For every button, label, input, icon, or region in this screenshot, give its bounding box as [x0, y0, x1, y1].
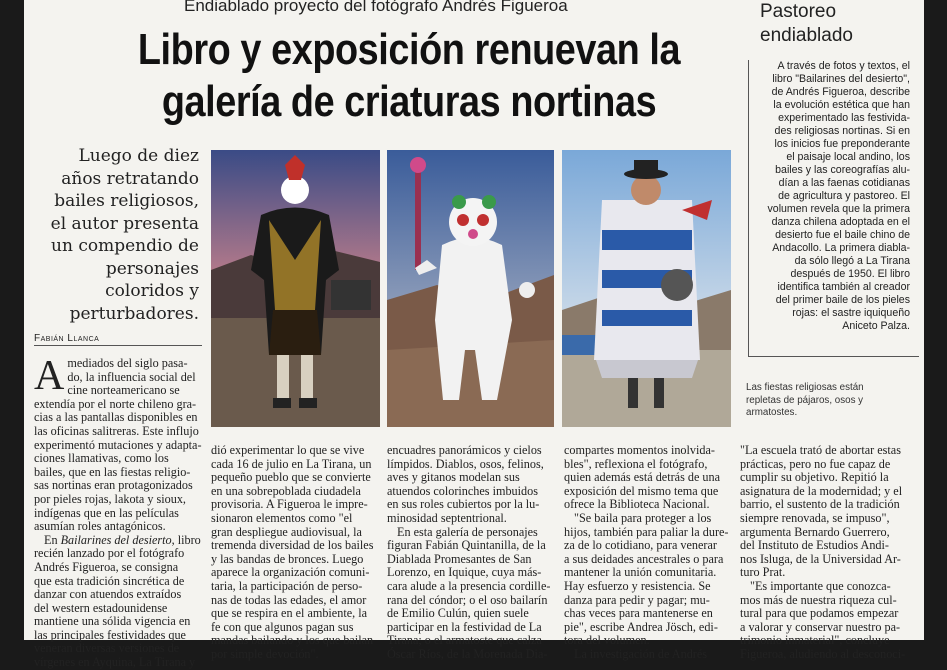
byline	[34, 333, 202, 346]
column-5-paragraph-1: "La escuela trató de abortar estas prácticas, pero no fue capaz de cumplir su objetivo. Repitió la asignatura de la modernidad; y el barrio, el sustento de la tradición siempre renovada, se impuso", argumenta Bernardo Guerrero, del Instituto de Estudios Andi- nos Isluga, de la Universidad Ar- turo Prat.	[740, 443, 903, 580]
text-fragment: , libro recién lanzado por el fotógrafo Andrés Figueroa, se consigna que esta tradición sincrética de danzar con atuendos extraídos del western estadounidense mantiene una sólida vigencia en las principales festividades que veneran diversas versiones de vírgenes en Ayquina, La Tirana y	[34, 532, 201, 670]
text-fragment: En	[44, 532, 61, 547]
column-1-paragraph-1	[34, 353, 202, 534]
sidebar-text: A través de fotos y textos, el libro "Bailarines del desierto", de Andrés Figueroa, describe la evolución estética que han experimentado las festivida- des religiosas nortinas. Si en los inicios fue preponderante el paisaje local andino, los bailes y las coreografías alu- dían a las faenas cotidianas de agricultura y pastoreo. El volumen revela que la primera danza chilena adoptada en el desierto fue el baile chino de Andacollo. La primera diabla- da sólo llegó a La Tirana después de 1950. El libro identifica también al creador del primer baile de los pieles rojas: el sastre iquiqueño Aniceto Palza.	[767, 60, 910, 332]
newspaper-page	[24, 0, 924, 670]
photo-armatoste-dancer	[562, 150, 731, 427]
photo-rooster-dancer	[211, 150, 380, 427]
column-4	[564, 444, 731, 662]
column-1-text: mediados del siglo pasa- do, la influencia social del cine norteamericano se extendía por el norte chileno gra- cias a las pantallas disponibles en las oficinas salitreras. Este influjo experimentó mutaciones y adapta- ciones llamativas, como los bailes, que en las fiestas religio- sas nortinas eran protagonizados por pieles rojas, lakota y sioux, indígenas que en las películas asumían roles antagónicos.	[34, 356, 202, 534]
column-3-paragraph-2: En esta galería de personajes figuran Fabián Quintanilla, de la Diablada Promesantes de San Lorenzo, en Iquique, cuya más- cara alude a la presencia cordille- rana del cóndor; o el oso bailarín de Emilio Culún, quien suele participar en la festividad de La Tirana; o el armatoste que calza Óscar Ríos, de la Morenada Dia-	[387, 524, 551, 661]
kicker: Endiablado proyecto del fotógrafo Andrés Figueroa	[184, 0, 568, 15]
byline-text: Fabián Llanca	[34, 333, 100, 344]
column-2	[211, 444, 379, 662]
column-3-paragraph-1: encuadres panorámicos y cielos límpidos. Diablos, osos, felinos, aves y gitanos modelan sus atuendos colorinches imbuidos en sus roles cubiertos por la lu- minosidad septentrional.	[387, 443, 544, 525]
headline: Libro y exposición renuevan la galería de criaturas nortinas	[137, 25, 681, 126]
column-1-paragraph-2	[34, 534, 202, 670]
photo-bear-dancer	[387, 150, 554, 427]
column-4-paragraph-2: "Se baila para proteger a los hijos, también para paliar la dure- za de lo cotidiano, para venerar a sus deidades ancestrales o para mantener la unión comunitaria. Hay esfuerzo y resistencia. Se danza para pedir y pagar; mu- chas veces para mantenerse en pie", escribe Andrea Jösch, edi- tora del volumen.	[564, 510, 729, 648]
deck: Luego de diez años retratando bailes religiosos, el autor presenta un compendio de personajes coloridos y perturbadores.	[50, 146, 199, 324]
photo-caption: Las fiestas religiosas están repletas de pájaros, osos y armatostes.	[746, 382, 864, 418]
column-5	[740, 444, 918, 662]
column-5-paragraph-2: "Es importante que conozca- mos más de nuestra riqueza cul- tural para que podamos empezar a valorar y conservar nuestro pa- trimonio inmaterial", concluye Figueroa, aludiendo al desconoci-	[740, 578, 906, 661]
column-4-paragraph-3: La investigación de Andrés	[574, 646, 708, 661]
column-4-paragraph-1: compartes momentos inolvida- bles", reflexiona el fotógrafo, quien además está detrás de una exposición del mismo tema que ofrece la Biblioteca Nacional.	[564, 443, 721, 512]
dropcap: A	[34, 353, 65, 399]
column-1	[34, 353, 202, 670]
column-3	[387, 444, 554, 662]
sidebar-title: Pastoreo endiablado	[760, 1, 853, 46]
book-title: Bailarines del desierto	[60, 532, 172, 547]
column-2-paragraph-1: dió experimentar lo que se vive cada 16 de julio en La Tirana, un pequeño pueblo que se convierte en una sobrepoblada ciudadela provisoria. A Figueroa le impre- sionaron elementos como "el gran despliegue audiovisual, la tremenda diversidad de los bailes y las bandas de bronces. Luego aparece la organización comuni- taria, la participación de perso- nas de todas las edades, el amor que se respira en el ambiente, la fe con que algunos pagan sus mandas bailando y los que bailan por simple devoción".	[211, 443, 374, 661]
